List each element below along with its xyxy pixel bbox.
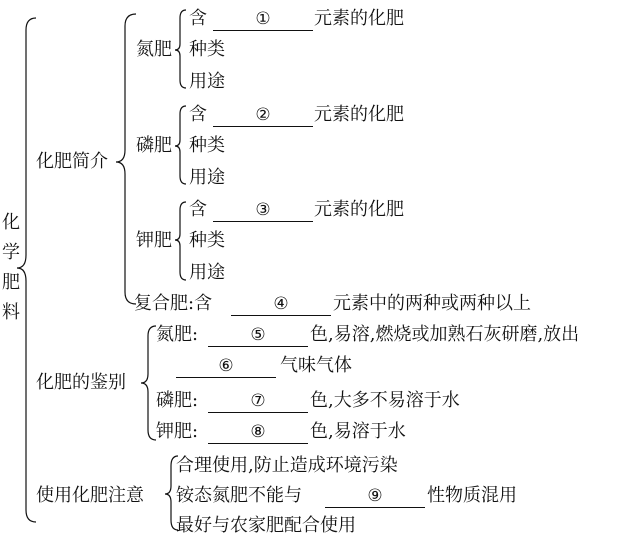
blank-3[interactable] (213, 199, 313, 222)
usage-line-2-pre: 铵态氮肥不能与 (176, 485, 302, 506)
k-label: 钾肥 (136, 230, 172, 251)
n-contains-pre: 含 (189, 8, 207, 29)
k-contains-post: 元素的化肥 (314, 199, 404, 220)
p-brace (175, 106, 186, 184)
blank-8-mark: ⑧ (250, 422, 266, 442)
blank-1-mark: ① (255, 9, 271, 29)
blank-2[interactable] (213, 104, 313, 127)
blank-1[interactable] (213, 8, 313, 31)
identify-p-pre: 磷肥: (156, 390, 199, 411)
blank-2-mark: ② (255, 105, 271, 125)
blank-9[interactable] (325, 485, 425, 508)
blank-4-mark: ④ (273, 294, 289, 314)
k-use: 用途 (189, 262, 225, 283)
p-contains-pre: 含 (189, 104, 207, 125)
compound-pre: 复合肥:含 (134, 293, 213, 314)
identify-brace (141, 326, 156, 440)
k-kind: 种类 (189, 230, 225, 251)
usage-line-1: 合理使用,防止造成环境污染 (176, 455, 398, 476)
blank-8[interactable] (208, 421, 308, 444)
blank-4[interactable] (231, 293, 331, 316)
k-brace (175, 202, 186, 280)
n-use: 用途 (189, 71, 225, 92)
root-char-3: 肥 (2, 272, 20, 293)
usage-line-2-post: 性物质混用 (427, 485, 517, 506)
intro-brace (116, 14, 136, 304)
intro-label: 化肥简介 (36, 151, 108, 172)
root-char-4: 料 (2, 302, 20, 323)
blank-6[interactable] (176, 355, 276, 378)
n-contains-post: 元素的化肥 (314, 8, 404, 29)
p-kind: 种类 (189, 135, 225, 156)
blank-7-mark: ⑦ (250, 391, 266, 411)
root-char-2: 学 (2, 242, 20, 263)
identify-k-pre: 钾肥: (156, 421, 199, 442)
blank-5[interactable] (208, 324, 308, 347)
identify-n-pre: 氮肥: (156, 324, 199, 345)
blank-6-mark: ⑥ (218, 356, 234, 376)
p-label: 磷肥 (136, 135, 172, 156)
usage-line-3: 最好与农家肥配合使用 (176, 515, 356, 536)
n-kind: 种类 (189, 39, 225, 60)
identify-n-post2: 气味气体 (280, 355, 352, 376)
p-use: 用途 (189, 167, 225, 188)
n-label: 氮肥 (136, 39, 172, 60)
compound-post: 元素中的两种或两种以上 (333, 293, 531, 314)
blank-9-mark: ⑨ (367, 486, 383, 506)
usage-label: 使用化肥注意 (36, 485, 144, 506)
blank-3-mark: ③ (255, 200, 271, 220)
identify-k-post: 色,易溶于水 (310, 421, 406, 442)
blank-5-mark: ⑤ (250, 325, 266, 345)
identify-n-post: 色,易溶,燃烧或加熟石灰研磨,放出 (310, 324, 580, 345)
root-char-1: 化 (2, 212, 20, 233)
p-contains-post: 元素的化肥 (314, 104, 404, 125)
identify-label: 化肥的鉴别 (36, 372, 126, 393)
k-contains-pre: 含 (189, 199, 207, 220)
blank-7[interactable] (208, 390, 308, 413)
n-brace (175, 10, 186, 88)
identify-p-post: 色,大多不易溶于水 (310, 390, 460, 411)
